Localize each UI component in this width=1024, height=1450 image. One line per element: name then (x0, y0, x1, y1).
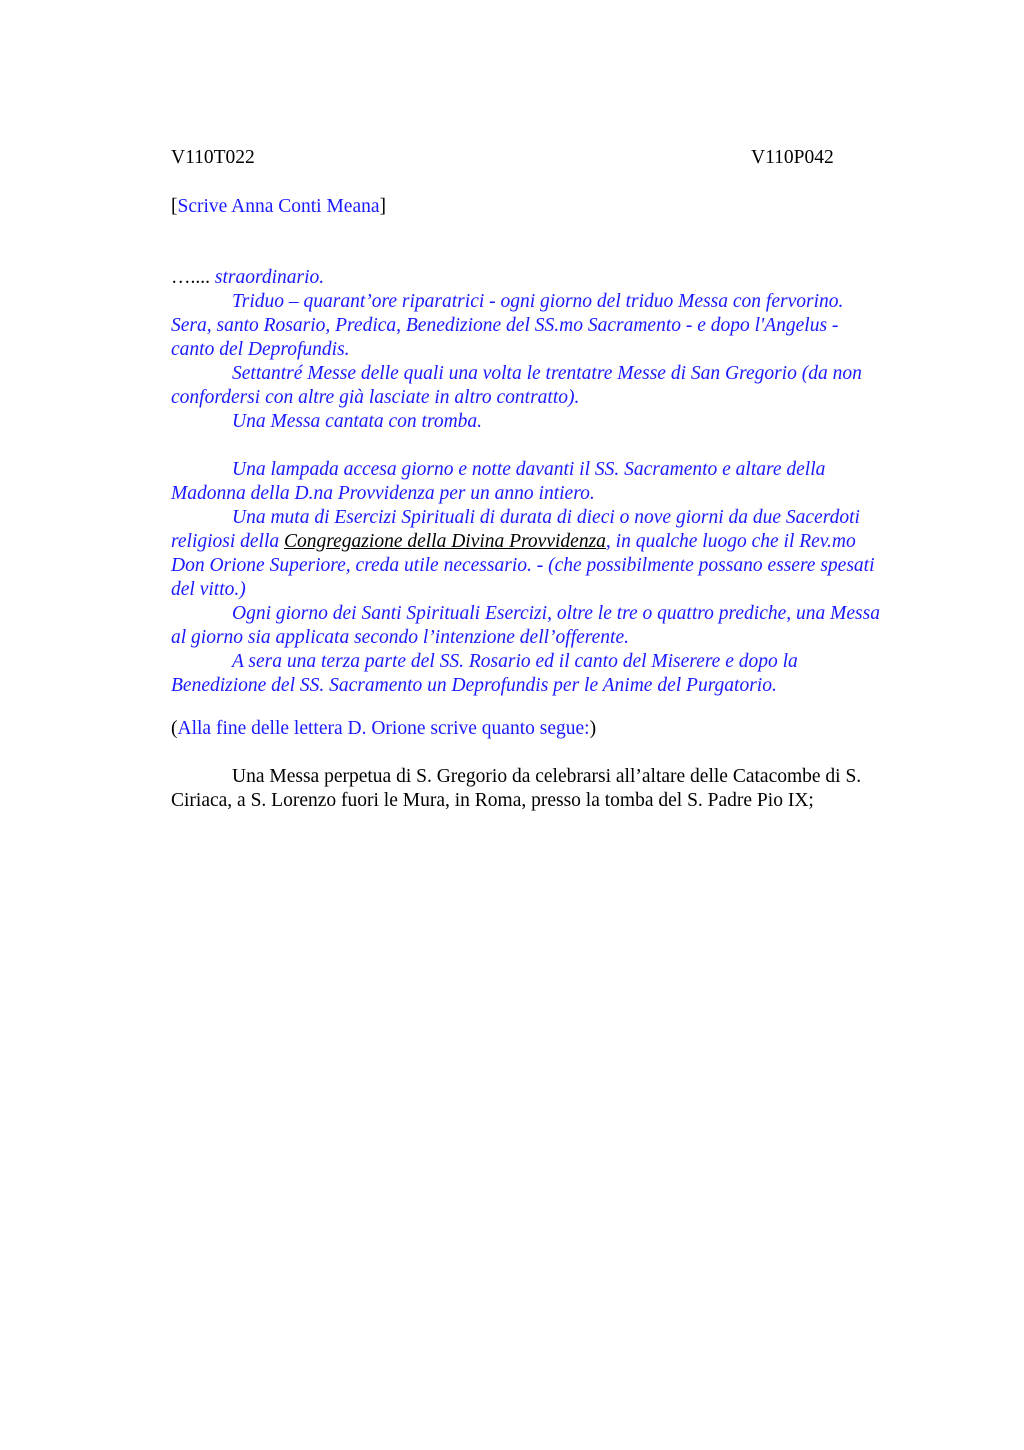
body-p6-line2-pre: religiosi della (171, 531, 285, 552)
final-line (171, 789, 931, 813)
body-line (171, 458, 931, 482)
body-line (171, 314, 931, 338)
paragraph-spacer (171, 434, 931, 458)
body-line (171, 506, 931, 530)
body-p1-text: straordinario. (210, 267, 325, 288)
body-p6-line2-post: , in qualche luogo che il Rev.mo (605, 531, 856, 552)
body-p2-line1: Triduo – quarant’ore riparatrici - ogni giorno del triduo Messa con fervorino. (232, 291, 844, 312)
closing-note (171, 717, 931, 741)
body-p6-line3: Don Orione Superiore, creda utile necessario. - (che possibilmente possano essere spesati (171, 555, 875, 576)
body-ellipsis: ….... (171, 267, 210, 288)
author-note-text: Scrive Anna Conti Meana (177, 196, 380, 217)
final-line1: Una Messa perpetua di S. Gregorio da celebrarsi all’altare delle Catacombe di S. (232, 766, 862, 787)
author-note-open-bracket: [ (171, 196, 178, 217)
final-line (171, 765, 931, 789)
body-p8-line1: A sera una terza parte del SS. Rosario ed il canto del Miserere e dopo la (232, 651, 798, 672)
author-note-close-bracket: ] (379, 196, 386, 217)
body-p3-line2: confordersi con altre già lasciate in altro contratto). (171, 387, 580, 408)
header-left-code: V110T022 (171, 147, 255, 168)
body-line (171, 602, 931, 626)
closing-note-close-paren: ) (589, 718, 597, 739)
body-p2-line2: Sera, santo Rosario, Predica, Benedizione del SS.mo Sacramento - e dopo l'Angelus - (171, 315, 839, 336)
body-line (171, 482, 931, 506)
body-p6-line4: del vitto.) (171, 579, 246, 600)
body-line (171, 578, 931, 602)
header-right-code: V110P042 (751, 147, 834, 168)
body-line (171, 266, 931, 290)
body-p7-line1: Ogni giorno dei Santi Spirituali Esercizi, oltre le tre o quattro prediche, una Messa (232, 603, 880, 624)
final-line2: Ciriaca, a S. Lorenzo fuori le Mura, in Roma, presso la tomba del S. Padre Pio IX; (171, 790, 814, 811)
author-note (171, 195, 931, 219)
body-line (171, 530, 931, 554)
closing-note-open-paren: ( (171, 718, 178, 739)
body-p5-line1: Una lampada accesa giorno e notte davanti il SS. Sacramento e altare della (232, 459, 826, 480)
body-line (171, 674, 931, 698)
document-header (171, 146, 931, 170)
body-line (171, 362, 931, 386)
body-line (171, 554, 931, 578)
body-p6-line1: Una muta di Esercizi Spirituali di durata di dieci o nove giorni da due Sacerdoti (232, 507, 860, 528)
body-p8-line2: Benedizione del SS. Sacramento un Deprofundis per le Anime del Purgatorio. (171, 675, 777, 696)
body-p5-line2: Madonna della D.na Provvidenza per un anno intiero. (171, 483, 595, 504)
congregation-link[interactable]: Congregazione della Divina Provvidenza (284, 531, 606, 552)
body-line (171, 410, 931, 434)
final-paragraph (171, 765, 931, 813)
body-p4-line1: Una Messa cantata con tromba. (232, 411, 483, 432)
body-p7-line2: al giorno sia applicata secondo l’intenzione dell’offerente. (171, 627, 629, 648)
body-p2-line3: canto del Deprofundis. (171, 339, 350, 360)
body-line (171, 386, 931, 410)
closing-note-text: Alla fine delle lettera D. Orione scrive quanto segue: (177, 718, 590, 739)
body-p3-line1: Settantré Messe delle quali una volta le trentatre Messe di San Gregorio (da non (232, 363, 862, 384)
body-line (171, 650, 931, 674)
body-line (171, 290, 931, 314)
body-line (171, 338, 931, 362)
body-line (171, 626, 931, 650)
letter-body (171, 266, 931, 698)
